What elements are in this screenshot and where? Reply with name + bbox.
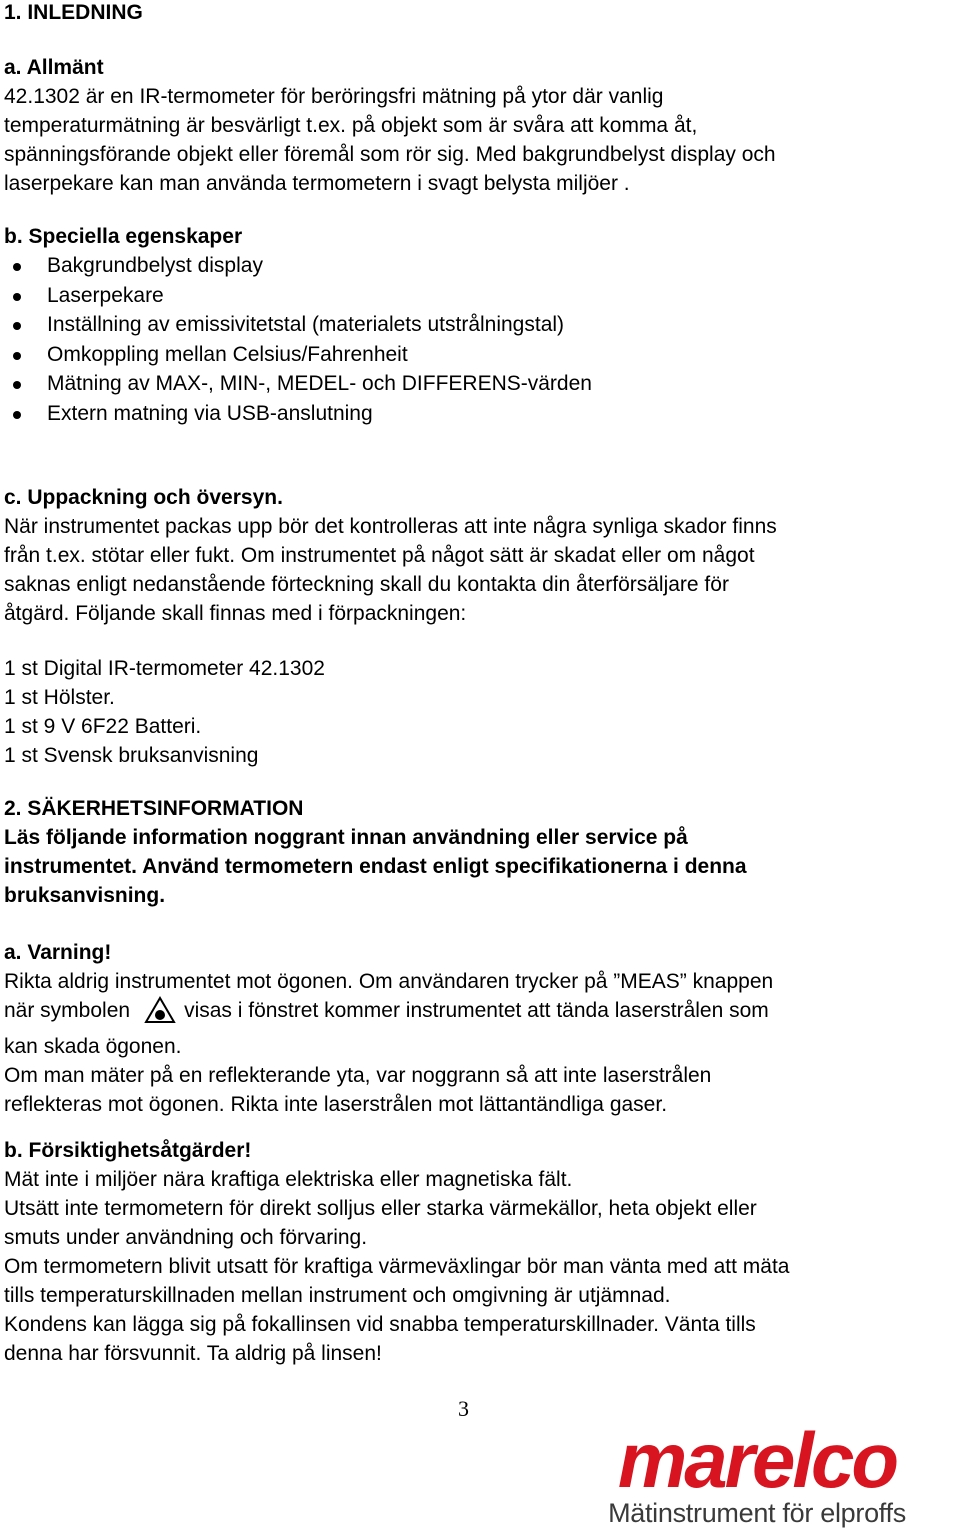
section-forsiktighet [4, 1136, 789, 1368]
section-forsiktighet-title: b. Försiktighetsåtgärder! [4, 1139, 252, 1162]
section-egenskaper-title: b. Speciella egenskaper [4, 225, 243, 248]
paragraph-line: Kondens kan lägga sig på fokallinsen vid snabba temperaturskillnader. Vänta tills [4, 1313, 756, 1336]
paragraph-line: Om termometern blivit utsatt för kraftiga värmeväxlingar bör man vänta med att mäta [4, 1255, 790, 1278]
paragraph-line: laserpekare kan man använda termometern i svagt belysta miljöer . [4, 172, 630, 195]
paragraph-line: när symbolen visas i fönstret kommer instrumentet att tända laserstrålen som [4, 996, 773, 1032]
heading-sakerhetsinformation: 2. SÄKERHETSINFORMATION [4, 797, 304, 820]
bullet-icon [13, 263, 21, 271]
list-item: Bakgrundbelyst display [4, 251, 592, 281]
bullet-icon [13, 322, 21, 330]
section-allmant [4, 53, 776, 198]
bullet-icon [13, 352, 21, 360]
paragraph-line: 42.1302 är en IR-termometer för beröringsfri mätning på ytor där vanlig [4, 85, 664, 108]
paragraph-line: åtgärd. Följande skall finnas med i förpackningen: [4, 602, 467, 625]
list-item: 1 st Digital IR-termometer 42.1302 [4, 657, 325, 680]
paragraph-line: Om man mäter på en reflekterande yta, var noggrann så att inte laserstrålen [4, 1064, 712, 1087]
paragraph-line: saknas enligt nedanstående förteckning skall du kontakta din återförsäljare för [4, 573, 729, 596]
paragraph-line: instrumentet. Använd termometern endast enligt specifikationerna i denna [4, 855, 747, 878]
paragraph-line: smuts under användning och förvaring. [4, 1226, 368, 1249]
section-sakerhet [4, 794, 747, 910]
paragraph-line: spänningsförande objekt eller föremål som rör sig. Med bakgrundbelyst display och [4, 143, 776, 166]
list-item: 1 st Svensk bruksanvisning [4, 744, 259, 767]
paragraph-line: Utsätt inte termometern för direkt solljus eller starka värmekällor, heta objekt eller [4, 1197, 757, 1220]
heading-inledning: 1. INLEDNING [4, 1, 143, 24]
paragraph-line: temperaturmätning är besvärligt t.ex. på objekt som är svåra att komma åt, [4, 114, 698, 137]
laser-warning-icon [144, 996, 176, 1032]
logo-tagline: Mätinstrument för elproffs [608, 1498, 906, 1528]
bullet-icon [13, 293, 21, 301]
paragraph-line: från t.ex. stötar eller fukt. Om instrumentet på något sätt är skadat eller om något [4, 544, 755, 567]
list-item: Extern matning via USB-anslutning [4, 399, 592, 429]
marelco-logo [596, 1416, 918, 1532]
paragraph-line: tills temperaturskillnaden mellan instrument och omgivning är utjämnad. [4, 1284, 671, 1307]
paragraph-line: denna har försvunnit. Ta aldrig på linsen! [4, 1342, 382, 1365]
paragraph-line: Mät inte i miljöer nära kraftiga elektriska eller magnetiska fält. [4, 1168, 573, 1191]
list-item: Inställning av emissivitetstal (materialets utstrålningstal) [4, 310, 592, 340]
list-item: 1 st 9 V 6F22 Batteri. [4, 715, 202, 738]
list-item: Laserpekare [4, 281, 592, 311]
section-allmant-title: a. Allmänt [4, 56, 104, 79]
section-uppackning-title: c. Uppackning och översyn. [4, 486, 283, 509]
paragraph-line: Läs följande information noggrant innan användning eller service på [4, 826, 688, 849]
bullet-icon [13, 381, 21, 389]
list-item: 1 st Hölster. [4, 686, 115, 709]
paragraph-line: bruksanvisning. [4, 884, 166, 907]
paragraph-line: reflekteras mot ögonen. Rikta inte laserstrålen mot lättantändliga gaser. [4, 1093, 668, 1116]
paragraph-line: kan skada ögonen. [4, 1035, 182, 1058]
list-item: Omkoppling mellan Celsius/Fahrenheit [4, 340, 592, 370]
paragraph-line: När instrumentet packas upp bör det kontrolleras att inte några synliga skador finns [4, 515, 777, 538]
paragraph-line: Rikta aldrig instrumentet mot ögonen. Om användaren trycker på ”MEAS” knappen [4, 970, 774, 993]
bullet-icon [13, 411, 21, 419]
features-list [4, 251, 592, 429]
section-varning-title: a. Varning! [4, 941, 112, 964]
package-contents-list [4, 654, 325, 770]
page-number: 3 [458, 1396, 469, 1421]
logo-brand: marelco [617, 1416, 897, 1504]
section-egenskaper [4, 222, 592, 429]
list-item: Mätning av MAX-, MIN-, MEDEL- och DIFFERENS-värden [4, 369, 592, 399]
section-varning [4, 938, 773, 1119]
section-uppackning [4, 483, 777, 628]
